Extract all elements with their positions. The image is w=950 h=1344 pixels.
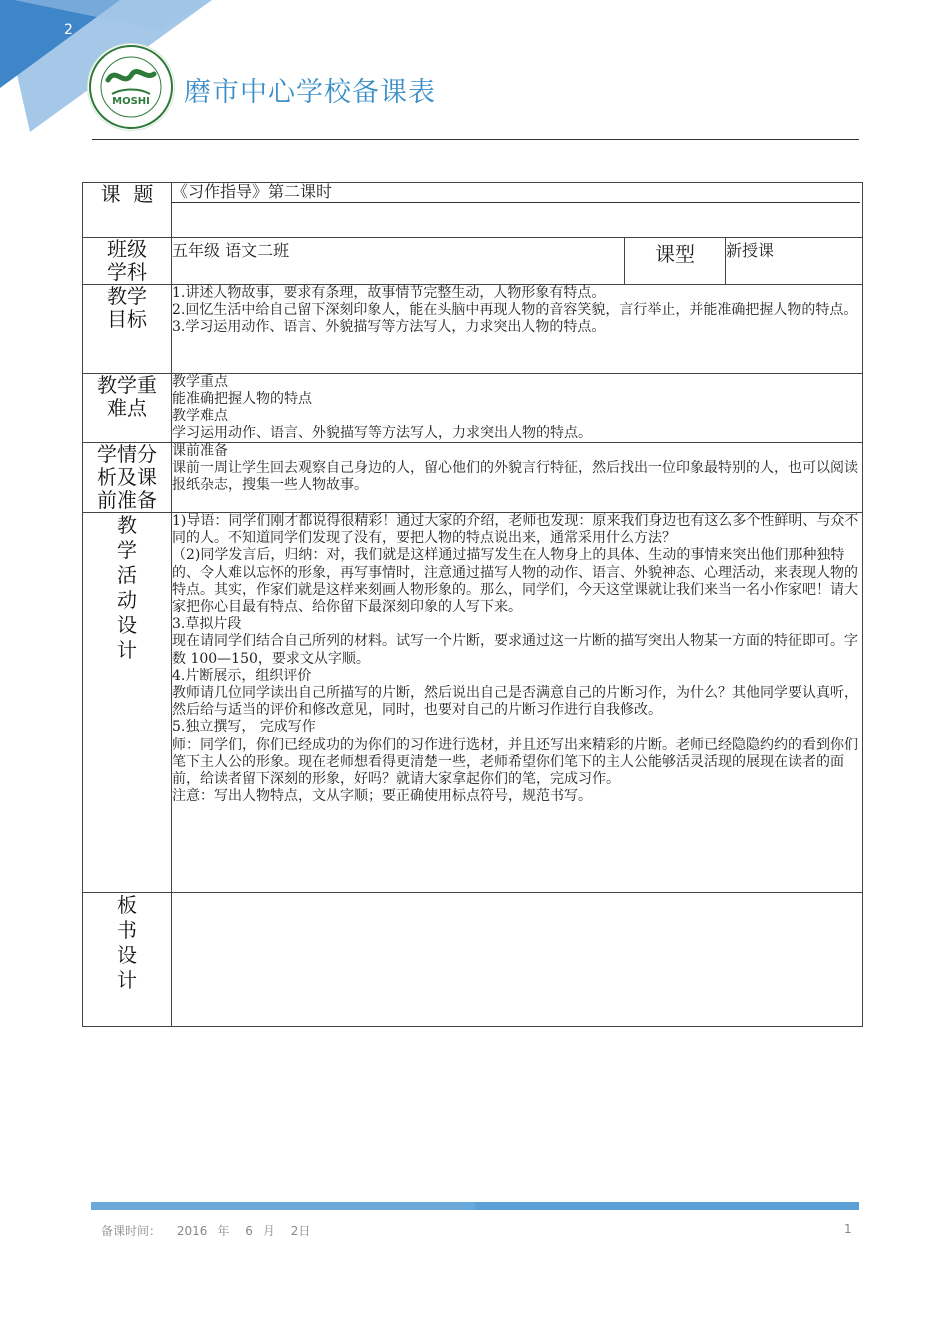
keypoint-item: 能准确把握人物的特点 [172, 391, 312, 407]
activity-item: 3.草拟片段 [172, 616, 242, 633]
date-label: 备课时间： [101, 1224, 162, 1238]
header-rule [92, 139, 859, 140]
school-seal-logo-icon [88, 44, 174, 130]
corner-page-number: 2 [64, 22, 73, 38]
logo-middle-text: MOSHI [112, 96, 150, 107]
keypoints-label: 教学重难点 [83, 374, 172, 443]
activity-item: 现在请同学们结合自己所列的材料。试写一个片断，要求通过这一片断的描写突出人物某一方面的特征即可。字数 100—150，要求文从字顺。 [172, 633, 858, 667]
type-value: 新授课 [726, 238, 863, 285]
type-label: 课型 [625, 238, 726, 285]
topic-cell [172, 183, 863, 238]
class-row [83, 238, 863, 285]
keypoint-item: 教学重点 [172, 374, 228, 390]
school-logo [88, 44, 174, 130]
activity-item: 5.独立撰写， 完成写作 [172, 719, 316, 736]
prep-cell [172, 443, 863, 513]
keypoint-item: 学习运用动作、语言、外貌描写等方法写人，力求突出人物的特点。 [172, 425, 592, 441]
footer-date [101, 1222, 320, 1239]
keypoints-cell [172, 374, 863, 443]
keypoints-row [83, 374, 863, 443]
activity-item: 4.片断展示，组织评价 [172, 667, 312, 684]
class-value: 五年级 语文二班 [172, 238, 625, 285]
board-cell [172, 893, 863, 1027]
topic-row [83, 183, 863, 238]
activity-item: 教师请几位同学读出自己所描写的片断，然后说出自己是否满意自己的片断习作，为什么？其他同学要认真听，然后给与适当的评价和修改意见，同时，也要对自己的片断习作进行自我修改。 [172, 685, 858, 719]
topic-value: 《习作指导》第二课时 [172, 183, 860, 203]
date-month: 6 [245, 1224, 253, 1238]
goals-row [83, 285, 863, 374]
board-label: 板书设计 [83, 893, 172, 1027]
topic-label: 课 题 [83, 183, 172, 238]
goal-item: 2.回忆生活中给自己留下深刻印象人，能在头脑中再现人物的音容笑貌，言行举止，并能准确把握人物的特点。 [172, 302, 858, 318]
class-label: 班级学科 [83, 238, 172, 285]
goals-label: 教学目标 [83, 285, 172, 374]
lesson-plan-table [82, 182, 863, 1027]
date-month-unit: 月 [262, 1224, 275, 1238]
footer-bar [91, 1202, 859, 1210]
prep-label: 学情分析及课前准备 [83, 443, 172, 513]
prep-row [83, 443, 863, 513]
activity-item: 注意：写出人物特点，文从字顺；要正确使用标点符号，规范书写。 [172, 788, 592, 805]
prep-item: 课前准备 [172, 443, 228, 459]
activity-item: 师：同学们，你们已经成功的为你们的习作进行选材，并且还写出来精彩的片断。老师已经隐隐约约的看到你们笔下主人公的形象。现在老师想看得更清楚一些，老师希望你们笔下的主人公能够活灵活现的展现在读者的面前，给读者留下深刻的形象，好吗？就请大家拿起你们的笔，完成习作。 [172, 736, 858, 788]
activity-row [83, 513, 863, 893]
goal-item: 3.学习运用动作、语言、外貌描写等方法写人，力求突出人物的特点。 [172, 319, 606, 335]
activity-cell [172, 513, 863, 893]
date-year-unit: 年 [217, 1224, 230, 1238]
date-day: 2日 [290, 1224, 311, 1238]
prep-item: 课前一周让学生回去观察自己身边的人，留心他们的外貌言行特征，然后找出一位印象最特别的人，也可以阅读报纸杂志，搜集一些人物故事。 [172, 460, 858, 493]
goals-cell [172, 285, 863, 374]
school-title: 磨市中心学校备课表 [184, 77, 436, 108]
footer-page-number: 1 [844, 1222, 852, 1236]
activity-item: 1)导语：同学们刚才都说得很精彩！通过大家的介绍，老师也发现：原来我们身边也有这么多个性鲜明、与众不同的人。不知道同学们发现了没有，要把人物的特点说出来，通常采用什么方法？ [172, 513, 859, 547]
goal-item: 1.讲述人物故事，要求有条理，故事情节完整生动，人物形象有特点。 [172, 285, 606, 301]
keypoint-item: 教学难点 [172, 408, 228, 424]
activity-item: （2)同学发言后，归纳：对，我们就是这样通过描写发生在人物身上的具体、生动的事情来突出他们那种独特的、令人难以忘怀的形象，再写事情时，注意通过描写人物的动作、语言、外貌神态、心理活动，来表现人物的特点。其实，作家们就是这样来刻画人物形象的。那么，同学们，今天这堂课就让我们来当一名小作家吧！请大家把你心目最有特点、给你留下最深刻印象的人写下来。 [172, 547, 858, 616]
date-year: 2016 [176, 1224, 208, 1238]
board-row [83, 893, 863, 1027]
activity-label: 教学活动设计 [83, 513, 172, 893]
